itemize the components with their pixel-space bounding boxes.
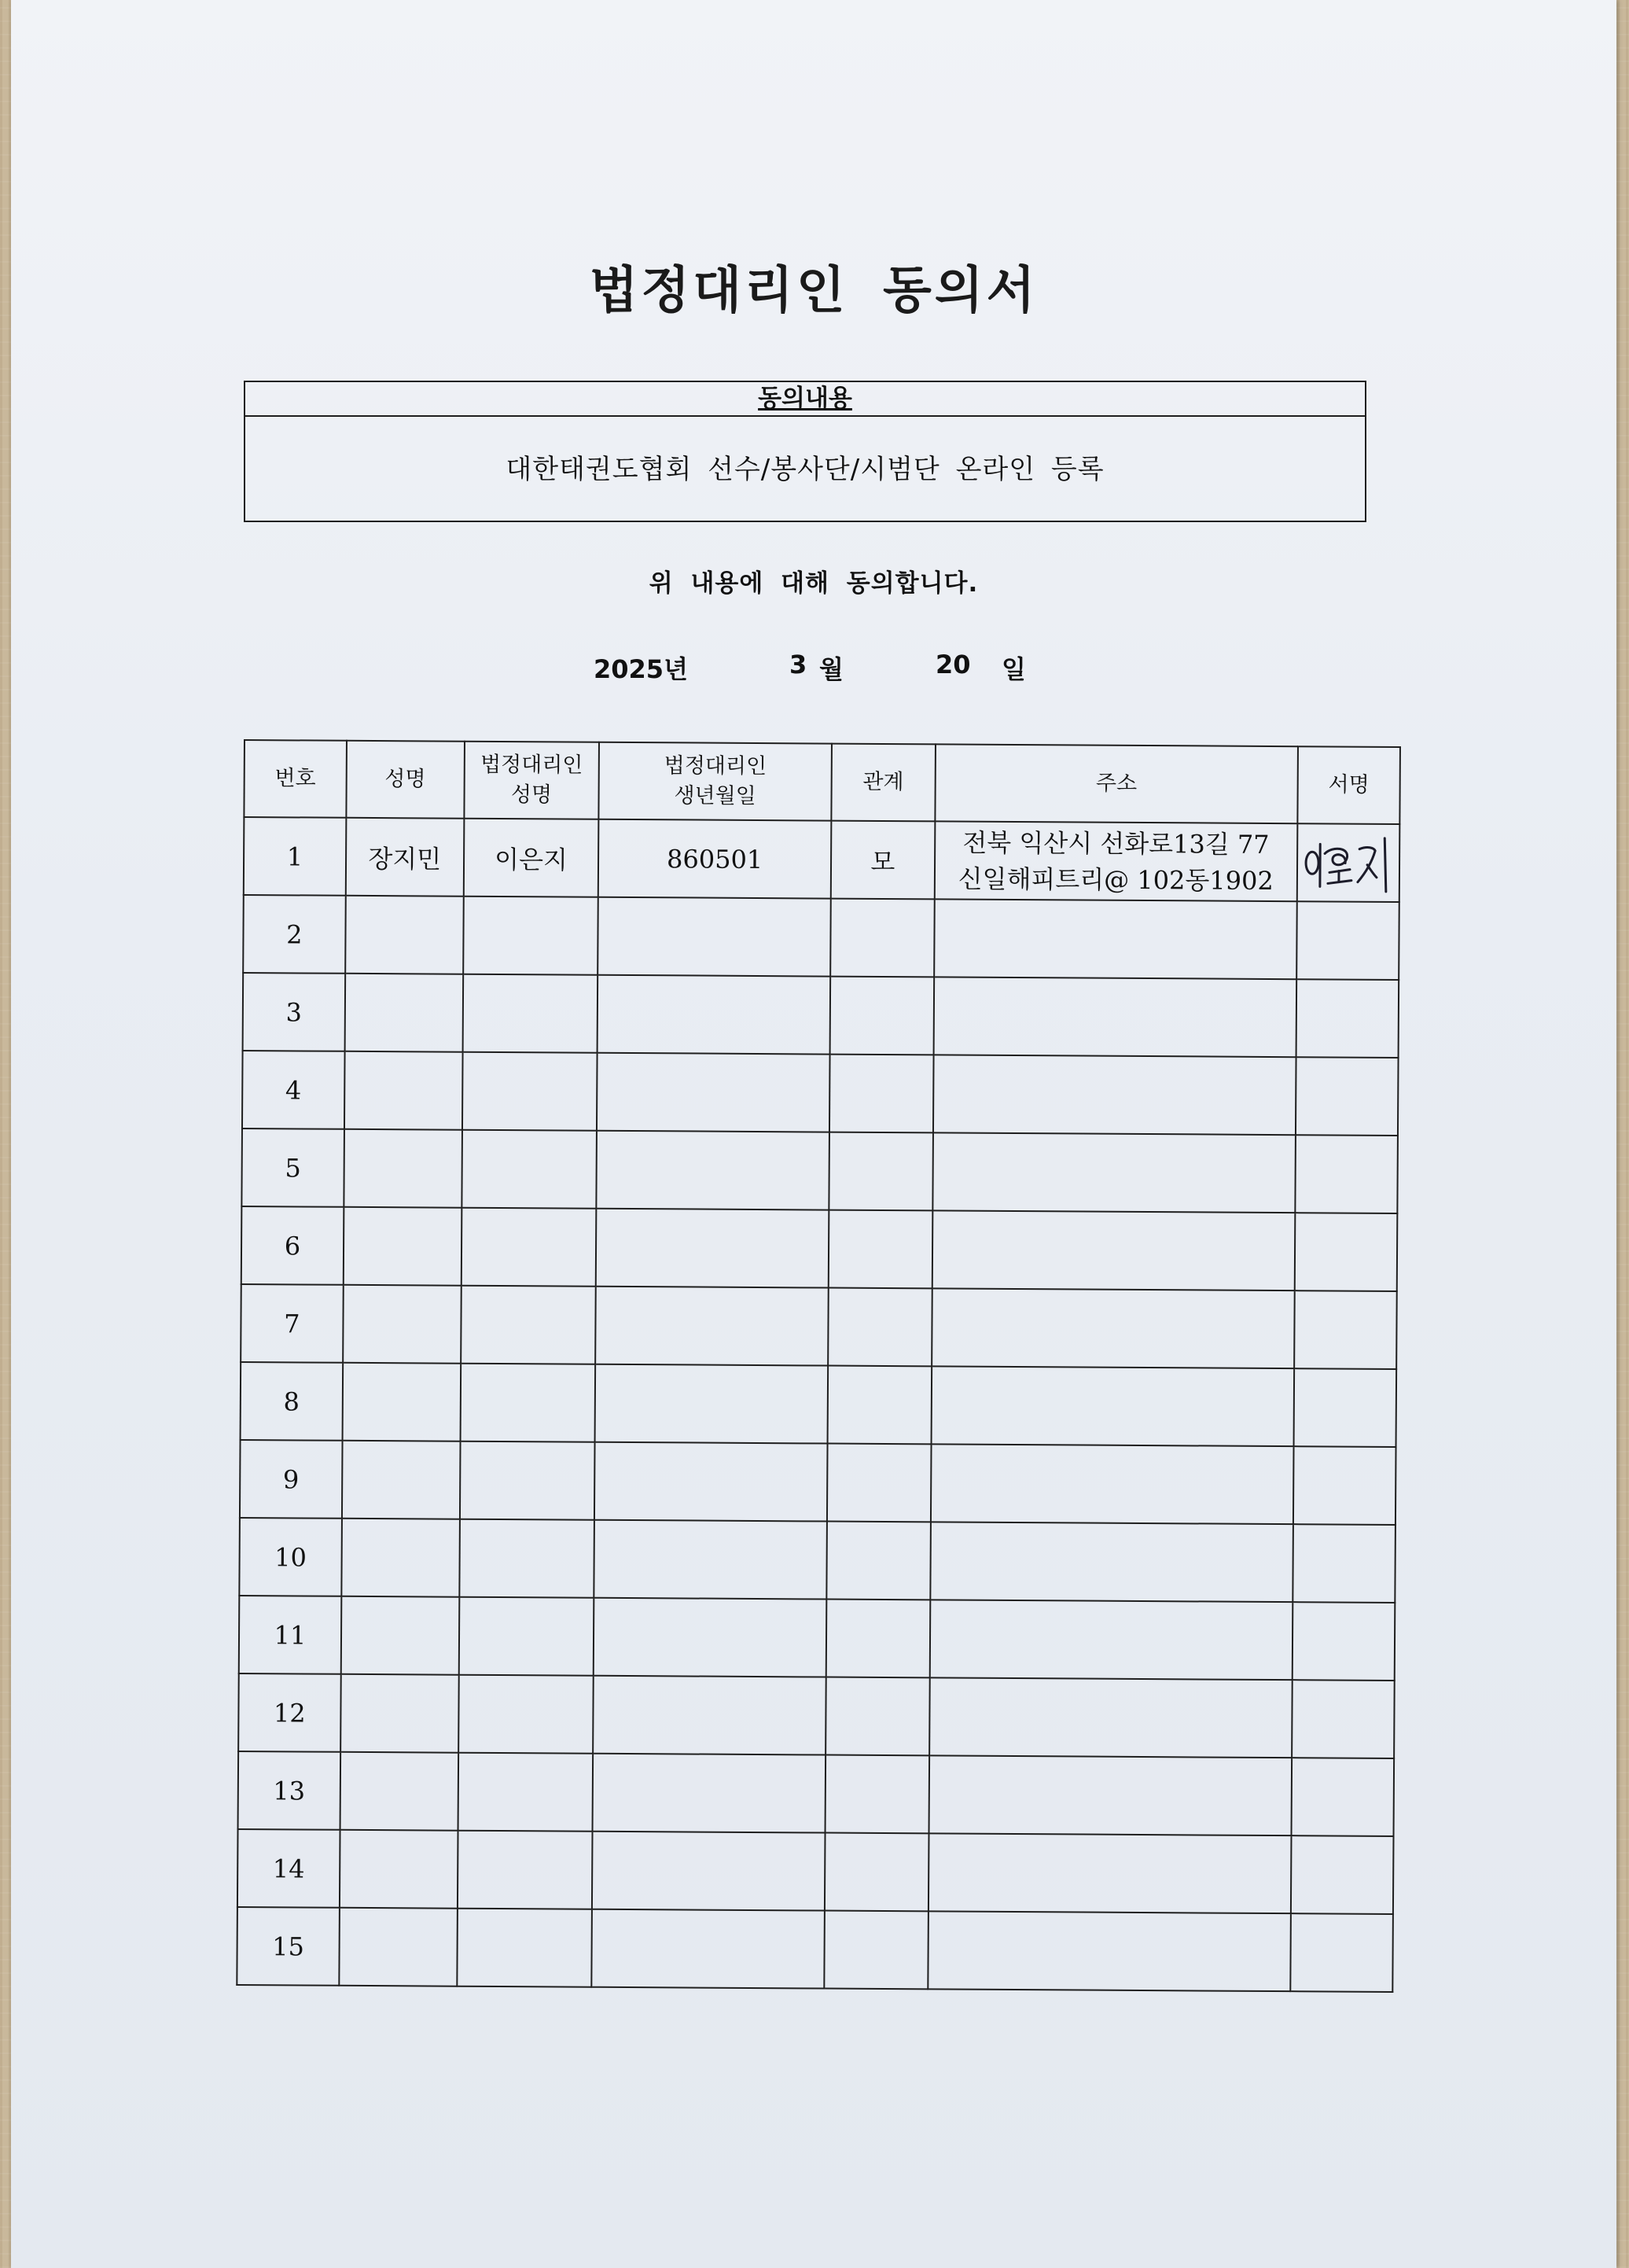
row-rep-birth: 860501 [598,819,831,899]
page-title: 법정대리인 동의서 [589,262,1039,320]
table-row [241,1128,1398,1213]
header-address: 주소 [935,744,1298,823]
consent-header [245,382,1365,417]
table-row [239,1518,1395,1603]
table-header-row [244,740,1400,824]
date-day-unit: 일 [1002,654,1026,684]
header-no: 번호 [244,740,346,818]
header-signature: 서명 [1297,746,1400,824]
table-row [238,1751,1395,1836]
row-no: 5 [241,1128,344,1207]
registration-table [236,739,1401,1993]
row-no: 14 [237,1829,340,1908]
consent-content-box [244,381,1366,522]
table-row [242,1051,1399,1136]
row-no: 8 [241,1362,343,1441]
handwritten-signature [1301,830,1396,897]
row-address-line1: 전북 익산시 선화로13길 77 [962,827,1270,860]
table-row [241,1206,1398,1291]
agreement-statement: 위 내용에 대해 동의합니다. [649,569,979,598]
row-no: 2 [243,895,345,974]
header-rep-birth-line1: 법정대리인 [664,753,767,779]
consent-header-label: 동의내용 [758,385,852,413]
table-row [239,1596,1395,1681]
row-name: 장지민 [346,818,464,897]
date-year: 2025년 [594,654,688,684]
table-row [243,895,1399,980]
table-row [237,1907,1393,1992]
date-month-unit: 월 [819,654,844,684]
date-month-value: 3 [789,650,807,679]
row-no: 9 [240,1440,342,1519]
row-no: 15 [237,1907,339,1986]
row-no: 6 [241,1206,344,1285]
row-no: 7 [241,1284,343,1363]
table-row [241,1284,1397,1369]
row-rep-name: 이은지 [463,819,598,897]
header-rep-name-line2: 성명 [510,782,553,808]
header-rep-name-line1: 법정대리인 [480,752,583,778]
row-no: 1 [244,817,346,896]
table-row [238,1673,1395,1758]
row-relation: 모 [831,821,935,900]
row-no: 13 [238,1751,340,1830]
table-row [244,817,1400,902]
table-row [240,1440,1396,1525]
table-row [237,1829,1394,1914]
row-no: 4 [242,1051,344,1129]
header-name: 성명 [346,741,464,819]
row-no: 11 [239,1596,341,1674]
row-no: 10 [239,1518,341,1596]
consent-form-paper [11,0,1616,2268]
header-rep-birth [599,742,832,821]
header-relation: 관계 [831,744,935,822]
row-address-line2: 신일해피트리@ 102동1902 [958,863,1274,896]
consent-body-text: 대한태권도협회 선수/봉사단/시범단 온라인 등록 [506,454,1105,485]
row-address [934,821,1297,901]
row-no: 3 [243,973,345,1051]
table-row [243,973,1399,1058]
row-signature [1297,823,1400,902]
header-rep-birth-line2: 생년월일 [674,783,756,808]
row-no: 12 [238,1673,340,1752]
table-row [241,1362,1397,1447]
header-rep-name [464,742,599,819]
date-day-value: 20 [936,650,971,679]
